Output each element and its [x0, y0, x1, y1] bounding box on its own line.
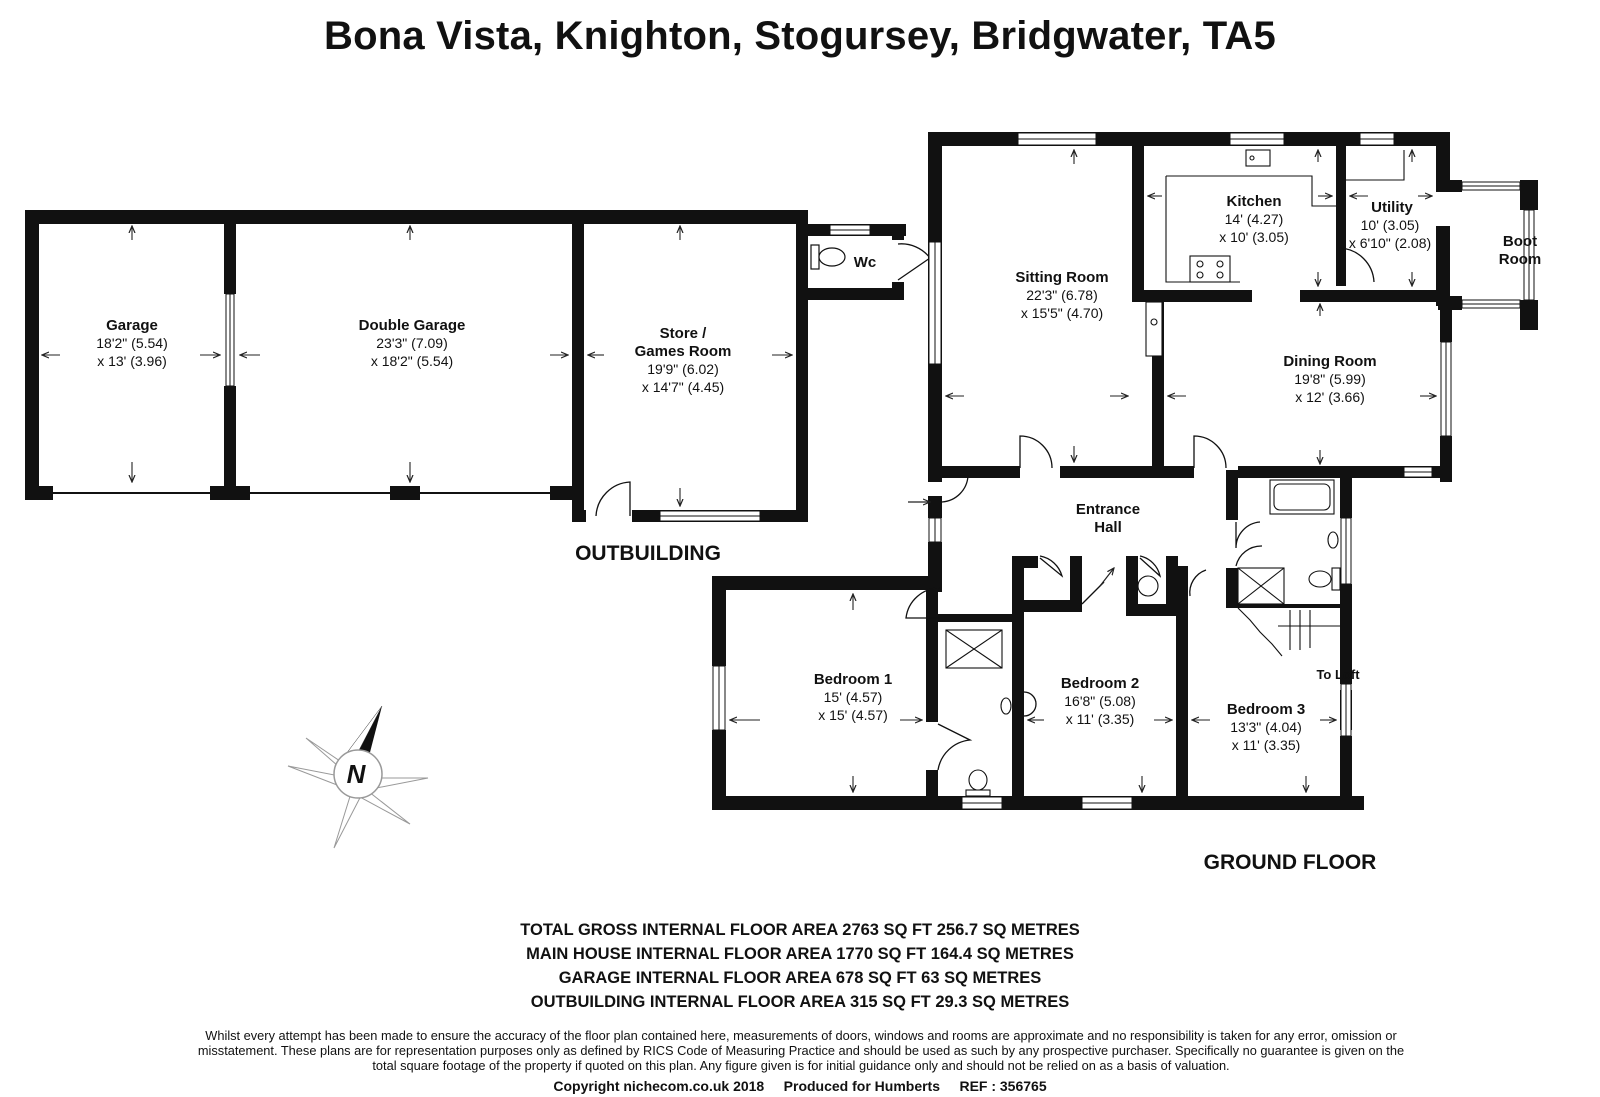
boot-room-name-2: Room: [1498, 251, 1542, 268]
floor-areas: [0, 918, 1600, 1014]
kitchen-dim1: 14' (4.27): [1224, 211, 1284, 227]
garage-name: Garage: [106, 317, 158, 334]
bedroom1-dim1: 15' (4.57): [823, 689, 883, 705]
store-window: [660, 511, 760, 521]
bedroom3-name: Bedroom 3: [1226, 701, 1306, 718]
kitchen-dim2: x 10' (3.05): [1219, 229, 1289, 245]
entrance-hall-name-2: Hall: [1094, 519, 1122, 536]
garage-partition-window: [226, 294, 234, 386]
double-garage-dim2: x 18'2" (5.54): [370, 353, 454, 369]
utility-dim1: 10' (3.05): [1360, 217, 1420, 233]
bedroom3-dim2: x 11' (3.35): [1231, 737, 1301, 753]
dining-room-dim2: x 12' (3.66): [1295, 389, 1365, 405]
dining-room-dim1: 19'8" (5.99): [1294, 371, 1366, 387]
entrance-hall-name-1: Entrance: [1075, 501, 1141, 518]
sitting-room-dim2: x 15'5" (4.70): [1020, 305, 1104, 321]
sitting-room-name: Sitting Room: [1015, 269, 1109, 286]
store-dim2: x 14'7" (4.45): [641, 379, 725, 395]
compass-n-label: N: [346, 759, 366, 789]
store-name-2: Games Room: [634, 343, 732, 360]
wc-toilet-icon: [811, 245, 845, 269]
bedroom3-dim1: 13'3" (4.04): [1230, 719, 1302, 735]
to-loft-label: To Loft: [1316, 667, 1360, 682]
double-garage-dim1: 23'3" (7.09): [376, 335, 448, 351]
area-total: TOTAL GROSS INTERNAL FLOOR AREA 2763 SQ FT 256.7 SQ METRES: [520, 921, 1080, 939]
double-garage-name: Double Garage: [358, 317, 466, 334]
area-outbuilding: OUTBUILDING INTERNAL FLOOR AREA 315 SQ FT 29.3 SQ METRES: [530, 993, 1070, 1011]
sitting-room-dim1: 22'3" (6.78): [1026, 287, 1098, 303]
area-garage: GARAGE INTERNAL FLOOR AREA 678 SQ FT 63 SQ METRES: [558, 969, 1042, 987]
store-door: [586, 482, 632, 522]
wc-door: [892, 240, 930, 282]
garage-dim1: 18'2" (5.54): [96, 335, 168, 351]
bedroom2-dim1: 16'8" (5.08): [1064, 693, 1136, 709]
bedroom1-dim2: x 15' (4.57): [818, 707, 888, 723]
hall-arrow: [1100, 568, 1114, 586]
bedroom1-name: Bedroom 1: [813, 671, 893, 688]
page-title: Bona Vista, Knighton, Stogursey, Bridgwater, TA5: [324, 14, 1276, 58]
disclaimer: Whilst every attempt has been made to ensure the accuracy of the floor plan contained here, measurements of doors, windows and rooms are approximate and no responsibility is taken for any error, omission or misstatement. These plans are for representation purposes only as defined by RICS Code of Measuring Practice and should be used as such by any prospective purchaser. Specifically no guarantee is given on the total square footage of the property if quoted on this plan. Any figure given is for initial guidance only and should not be relied on as a basis of valuation.: [197, 1028, 1405, 1073]
wc-name: Wc: [853, 254, 877, 271]
dining-room-name: Dining Room: [1283, 353, 1377, 370]
garage-dim2: x 13' (3.96): [97, 353, 167, 369]
wc-window: [830, 225, 870, 235]
boot-room-name-1: Boot: [1502, 233, 1538, 250]
store-name-1: Store /: [659, 325, 707, 342]
bedroom2-name: Bedroom 2: [1060, 675, 1140, 692]
kitchen-name: Kitchen: [1226, 193, 1282, 210]
store-dim1: 19'9" (6.02): [647, 361, 719, 377]
copyright: Copyright nichecom.co.uk 2018 Produced for Humberts REF : 356765: [553, 1078, 1047, 1094]
bedroom2-dim2: x 11' (3.35): [1065, 711, 1135, 727]
area-main-house: MAIN HOUSE INTERNAL FLOOR AREA 1770 SQ FT 164.4 SQ METRES: [526, 945, 1074, 963]
outbuilding-label: OUTBUILDING: [575, 542, 721, 565]
ground-floor-label: GROUND FLOOR: [1203, 851, 1377, 874]
compass-icon: [288, 706, 428, 848]
utility-dim2: x 6'10" (2.08): [1348, 235, 1432, 251]
utility-name: Utility: [1371, 199, 1413, 216]
